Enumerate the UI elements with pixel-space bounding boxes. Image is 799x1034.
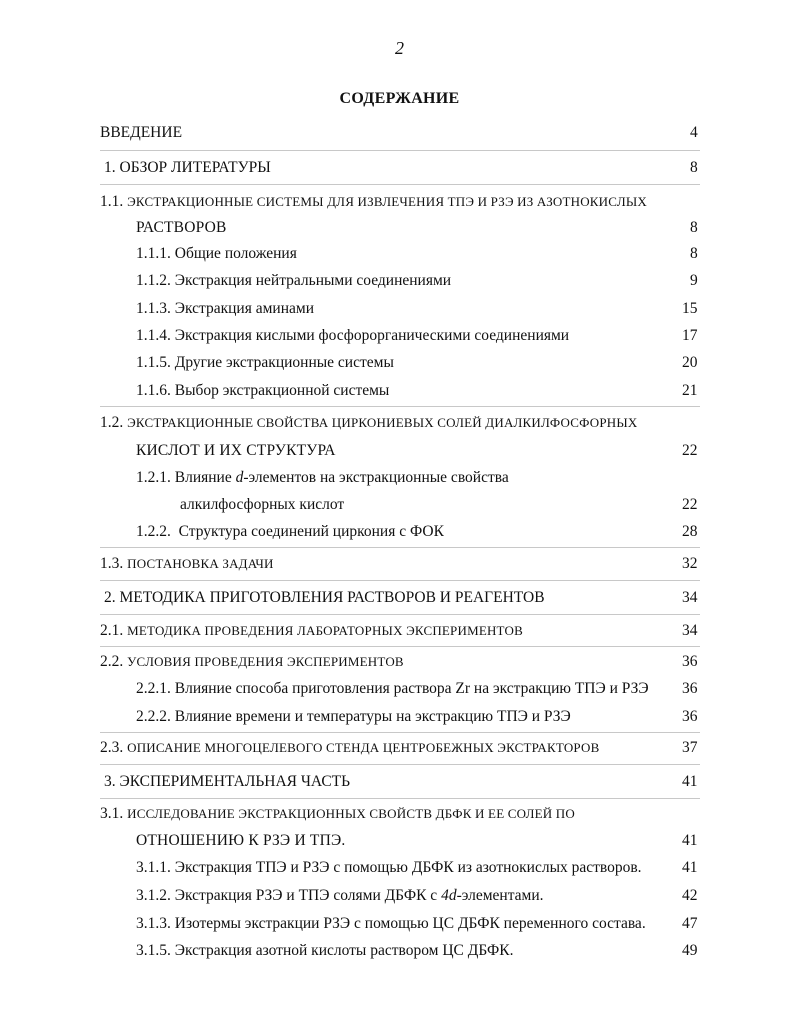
toc-entry-page: 9: [690, 272, 698, 289]
divider: [100, 184, 700, 185]
toc-entry-page: 47: [682, 915, 698, 932]
toc-entry-1-1-3[interactable]: [136, 300, 314, 318]
toc-entry-text: [175, 469, 509, 486]
toc-entry-text-italic: 4d: [441, 887, 457, 904]
toc-entry-text: Влияние времени и температуры на экстракцию ТПЭ и РЗЭ: [174, 708, 571, 725]
toc-entry-page: 20: [682, 354, 698, 371]
toc-entry-text: ОПИСАНИЕ МНОГОЦЕЛЕВОГО СТЕНДА ЦЕНТРОБЕЖНЫХ ЭКСТРАКТОРОВ: [127, 740, 600, 755]
toc-entry-2-2-1[interactable]: [136, 680, 649, 698]
divider: [100, 580, 700, 581]
toc-entry-number: 1.2.2.: [136, 523, 171, 540]
toc-entry-number: 3.1.: [100, 805, 124, 822]
toc-entry-number: 1.1.2.: [136, 272, 171, 289]
toc-entry-text: ЭКСТРАКЦИОННЫЕ СВОЙСТВА ЦИРКОНИЕВЫХ СОЛЕЙ ДИАЛКИЛФОСФОРНЫХ: [127, 415, 638, 430]
toc-entry-page: 8: [690, 159, 698, 176]
divider: [100, 732, 700, 733]
toc-entry-1-2-1[interactable]: [136, 469, 509, 487]
toc-entry-text: МЕТОДИКА ПРОВЕДЕНИЯ ЛАБОРАТОРНЫХ ЭКСПЕРИМЕНТОВ: [127, 623, 523, 638]
toc-entry-page: 42: [682, 887, 698, 904]
toc-entry-2-1[interactable]: [100, 622, 523, 640]
toc-entry-text: Влияние способа приготовления раствора Zr на экстракцию ТПЭ и РЗЭ: [174, 680, 649, 697]
divider: [100, 764, 700, 765]
toc-entry-text-part: Экстракция РЗЭ и ТПЭ солями ДБФК с: [174, 887, 442, 904]
toc-entry-text-part: Влияние: [174, 469, 236, 486]
toc-entry-number: 2.3.: [100, 739, 124, 756]
toc-entry-text: ЭКСПЕРИМЕНТАЛЬНАЯ ЧАСТЬ: [119, 773, 351, 790]
toc-entry-text: Экстракция нейтральными соединениями: [174, 272, 452, 289]
toc-entry-page: 37: [682, 739, 698, 756]
toc-entry-1-2[interactable]: [100, 414, 637, 432]
toc-entry-number: 3.1.2.: [136, 887, 171, 904]
toc-entry-text: ЭКСТРАКЦИОННЫЕ СИСТЕМЫ ДЛЯ ИЗВЛЕЧЕНИЯ ТПЭ И РЗЭ ИЗ АЗОТНОКИСЛЫХ: [127, 194, 647, 209]
toc-entry-text-continued: КИСЛОТ И ИХ СТРУКТУРА: [136, 442, 336, 459]
toc-entry-text: Экстракция ТПЭ и РЗЭ с помощью ДБФК из азотнокислых растворов.: [174, 859, 642, 876]
toc-entry-text: Экстракция аминами: [174, 300, 314, 317]
toc-entry-page: 34: [682, 589, 698, 606]
toc-entry-text: Общие положения: [174, 245, 297, 262]
toc-entry-1-1-4[interactable]: [136, 327, 569, 345]
toc-entry-page: 41: [682, 832, 698, 849]
toc-entry-number: 3.1.5.: [136, 942, 171, 959]
toc-entry-page: 49: [682, 942, 698, 959]
toc-entry-1-1-5[interactable]: [136, 354, 394, 372]
toc-entry-text-continued: алкилфосфорных кислот: [180, 496, 345, 513]
toc-entry-number: 1.1.3.: [136, 300, 171, 317]
toc-title: СОДЕРЖАНИЕ: [339, 90, 460, 107]
toc-entry-number: 2.1.: [100, 622, 124, 639]
toc-entry-page: 15: [682, 300, 698, 317]
toc-entry-page: 22: [682, 442, 698, 459]
toc-entry-page: 4: [690, 124, 698, 141]
toc-entry-text: Выбор экстракционной системы: [174, 382, 390, 399]
divider: [100, 406, 700, 407]
toc-entry-text-part: -элементами.: [456, 887, 544, 904]
toc-entry-number: 2.2.: [100, 653, 124, 670]
toc-entry-1-1-6[interactable]: [136, 382, 389, 400]
toc-entry-1-1-1[interactable]: [136, 245, 297, 263]
toc-entry-2-2-2[interactable]: [136, 708, 571, 726]
toc-entry-number: 2.2.1.: [136, 680, 171, 697]
toc-entry-number: 3.1.1.: [136, 859, 171, 876]
toc-entry-text: ВВЕДЕНИЕ: [100, 124, 183, 141]
toc-entry-number: 3.1.3.: [136, 915, 171, 932]
toc-entry-text: Структура соединений циркония с ФОК: [178, 523, 444, 540]
toc-entry-page: 41: [682, 773, 698, 790]
toc-entry-page: 22: [682, 496, 698, 513]
toc-entry-page: 21: [682, 382, 698, 399]
toc-entry-text: ПОСТАНОВКА ЗАДАЧИ: [127, 556, 274, 571]
toc-entry-text: Экстракция азотной кислоты раствором ЦС ДБФК.: [174, 942, 514, 959]
toc-entry-text: ОБЗОР ЛИТЕРАТУРЫ: [119, 159, 271, 176]
toc-entry-page: 28: [682, 523, 698, 540]
toc-entry-number: 3.: [104, 773, 116, 790]
toc-entry-text-italic: d: [235, 469, 244, 486]
toc-entry-number: 1.2.1.: [136, 469, 171, 486]
toc-entry-text: Другие экстракционные системы: [174, 354, 394, 371]
toc-entry-2-3[interactable]: [100, 739, 599, 757]
toc-entry-3-1[interactable]: [100, 805, 575, 823]
toc-entry-intro[interactable]: [100, 124, 182, 142]
toc-entry-3-1-2[interactable]: [136, 887, 544, 905]
toc-entry-page: 32: [682, 555, 698, 572]
toc-entry-number: 1.1.5.: [136, 354, 171, 371]
toc-entry-number: 2.: [104, 589, 116, 606]
toc-entry-chapter-3[interactable]: [104, 773, 350, 791]
toc-entry-text-continued: РАСТВОРОВ: [136, 219, 227, 236]
toc-entry-text: Экстракция кислыми фосфорорганическими соединениями: [174, 327, 570, 344]
toc-entry-page: 41: [682, 859, 698, 876]
toc-entry-text: УСЛОВИЯ ПРОВЕДЕНИЯ ЭКСПЕРИМЕНТОВ: [127, 654, 404, 669]
toc-entry-1-3[interactable]: [100, 555, 274, 573]
toc-entry-3-1-5[interactable]: [136, 942, 513, 960]
toc-entry-chapter-1[interactable]: [104, 159, 271, 177]
toc-entry-page: 8: [690, 245, 698, 262]
toc-entry-page: 17: [682, 327, 698, 344]
toc-entry-text: Изотермы экстракции РЗЭ с помощью ЦС ДБФК переменного состава.: [174, 915, 646, 932]
toc-entry-number: 1.1.4.: [136, 327, 171, 344]
toc-entry-1-1-2[interactable]: [136, 272, 451, 290]
divider: [100, 646, 700, 647]
toc-entry-page: 36: [682, 708, 698, 725]
toc-entry-page: 36: [682, 680, 698, 697]
toc-entry-text: ИССЛЕДОВАНИЕ ЭКСТРАКЦИОННЫХ СВОЙСТВ ДБФК И ЕЕ СОЛЕЙ ПО: [127, 806, 575, 821]
toc-entry-3-1-3[interactable]: [136, 915, 646, 933]
toc-entry-1-1[interactable]: [100, 193, 647, 211]
divider: [100, 798, 700, 799]
toc-entry-text-continued: ОТНОШЕНИЮ К РЗЭ И ТПЭ.: [136, 832, 346, 849]
toc-entry-page: 8: [690, 219, 698, 236]
divider: [100, 150, 700, 151]
toc-entry-chapter-2[interactable]: [104, 589, 545, 607]
toc-entry-3-1-1[interactable]: [136, 859, 642, 877]
toc-entry-number: 1.1.: [100, 193, 124, 210]
toc-entry-number: 1.2.: [100, 414, 124, 431]
toc-entry-2-2[interactable]: [100, 653, 404, 671]
toc-entry-page: 34: [682, 622, 698, 639]
divider: [100, 614, 700, 615]
toc-entry-number: 1.1.1.: [136, 245, 171, 262]
toc-entry-page: 36: [682, 653, 698, 670]
toc-entry-number: 1.1.6.: [136, 382, 171, 399]
toc-entry-number: 1.3.: [100, 555, 124, 572]
divider: [100, 547, 700, 548]
toc-entry-1-2-2[interactable]: [136, 523, 444, 541]
toc-entry-text: МЕТОДИКА ПРИГОТОВЛЕНИЯ РАСТВОРОВ И РЕАГЕНТОВ: [119, 589, 545, 606]
page-number: 2: [395, 38, 404, 58]
toc-entry-number: 2.2.2.: [136, 708, 171, 725]
toc-entry-text: [175, 887, 544, 904]
toc-entry-number: 1.: [104, 159, 116, 176]
toc-entry-text-part: -элементов на экстракционные свойства: [243, 469, 509, 486]
